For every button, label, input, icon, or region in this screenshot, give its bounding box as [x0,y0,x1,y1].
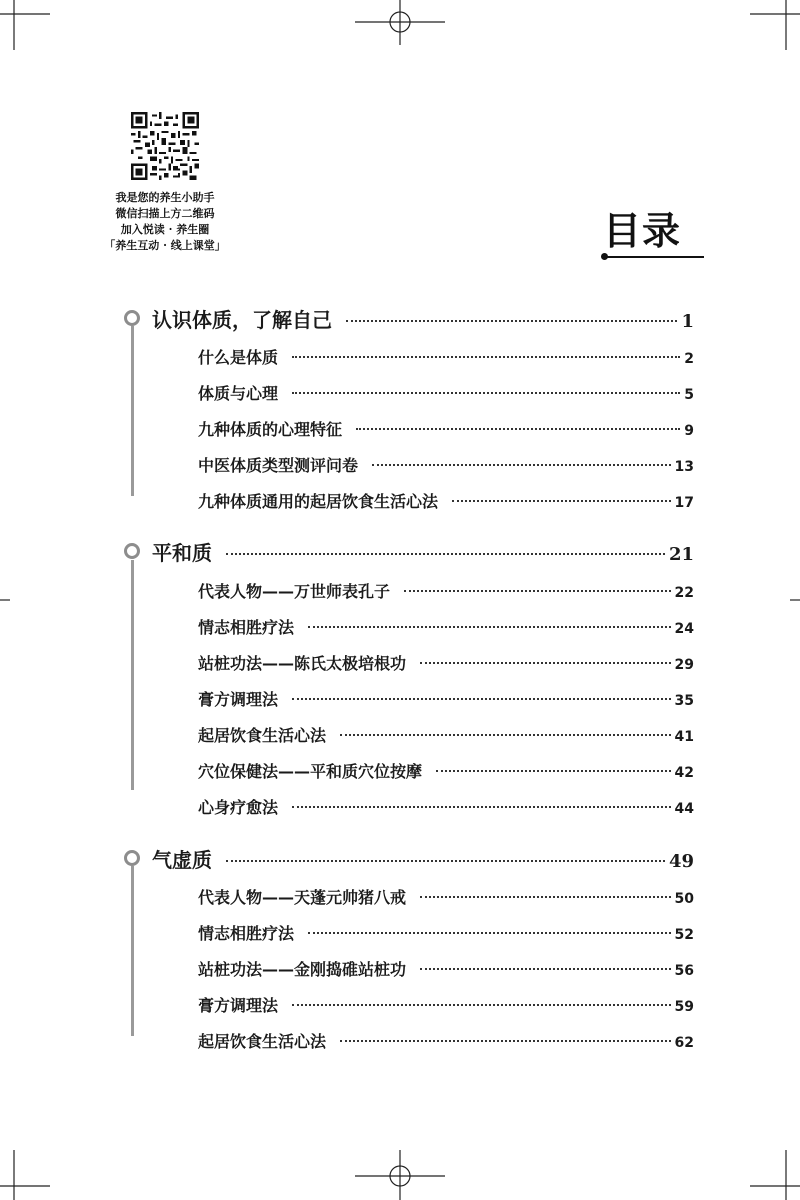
section-title: 体质与心理 [198,384,279,403]
dot-leader [420,968,671,970]
qr-code-icon[interactable] [131,112,199,180]
page-number: 56 [674,963,694,979]
toc-section-row[interactable] [198,885,694,909]
section-title: 什么是体质 [198,348,279,367]
dot-leader [292,392,680,394]
toc-section-row[interactable] [198,381,694,405]
section-title: 穴位保健法——平和质穴位按摩 [198,762,423,781]
dot-leader [340,1040,671,1042]
toc-section-row[interactable] [198,795,694,819]
toc-section-row[interactable] [198,723,694,747]
dot-leader [436,770,671,772]
dot-leader [372,464,671,466]
section-title: 膏方调理法 [198,996,279,1015]
section-title: 膏方调理法 [198,690,279,709]
page-number: 24 [674,621,694,637]
section-title: 站桩功法——陈氏太极培根功 [198,654,407,673]
qr-caption-line: 我是您的养生小助手 [115,191,215,204]
page-number: 62 [674,1035,694,1051]
dot-leader [226,553,665,555]
toc-section-row[interactable] [198,1029,694,1053]
dot-leader [340,734,671,736]
dot-leader [452,500,671,502]
toc-section-row[interactable] [198,615,694,639]
toc-title-dot [601,253,608,260]
dot-leader [356,428,680,430]
dot-leader [292,698,671,700]
toc-section-row[interactable] [198,957,694,981]
dot-leader [420,662,671,664]
toc-chapter-row[interactable] [152,304,694,332]
toc-section-row[interactable] [198,651,694,675]
page-number: 41 [674,729,694,745]
section-title: 代表人物——万世师表孔子 [198,582,391,601]
toc-chapter-row[interactable] [152,537,694,565]
chapter-title: 认识体质，了解自己 [152,308,332,332]
dot-leader [292,806,671,808]
section-title: 起居饮食生活心法 [198,1032,327,1051]
chapter-bullet-icon [124,543,140,559]
dot-leader [404,590,671,592]
chapter-bullet-icon [124,850,140,866]
section-title: 九种体质的心理特征 [198,420,343,439]
toc-title-underline [606,256,704,258]
chapter-title: 平和质 [152,541,212,565]
toc-section-row[interactable] [198,993,694,1017]
toc-section-row[interactable] [198,759,694,783]
section-title: 中医体质类型测评问卷 [198,456,359,475]
page-number: 1 [681,311,694,332]
page-number: 42 [674,765,694,781]
dot-leader [308,626,671,628]
page-number: 21 [668,544,694,565]
dot-leader [226,860,665,862]
page-number: 29 [674,657,694,673]
toc-section-row[interactable] [198,687,694,711]
chapter-timeline-line [131,866,134,1036]
chapter-title: 气虚质 [152,848,212,872]
qr-caption-line: 「养生互动 · 线上课堂」 [104,239,226,252]
section-title: 情志相胜疗法 [198,924,295,943]
toc-section-row[interactable] [198,921,694,945]
toc-title: 目录 [603,208,682,253]
qr-block [80,112,250,254]
dot-leader [346,320,677,322]
dot-leader [292,1004,671,1006]
page-number: 5 [684,387,694,403]
page-number: 44 [674,801,694,817]
toc-section-row[interactable] [198,417,694,441]
page-number: 22 [674,585,694,601]
section-title: 站桩功法——金刚捣碓站桩功 [198,960,407,979]
qr-caption-line: 微信扫描上方二维码 [115,207,215,220]
section-title: 起居饮食生活心法 [198,726,327,745]
dot-leader [292,356,680,358]
toc-section-row[interactable] [198,489,694,513]
page-number: 17 [674,495,694,511]
section-title: 代表人物——天蓬元帅猪八戒 [198,888,407,907]
page-number: 50 [674,891,694,907]
page-number: 13 [674,459,694,475]
chapter-bullet-icon [124,310,140,326]
toc-section-row[interactable] [198,579,694,603]
page-number: 52 [674,927,694,943]
chapter-timeline-line [131,326,134,496]
page-number: 59 [674,999,694,1015]
chapter-timeline-line [131,560,134,790]
section-title: 情志相胜疗法 [198,618,295,637]
section-title: 九种体质通用的起居饮食生活心法 [198,492,439,511]
page-number: 35 [674,693,694,709]
toc-section-row[interactable] [198,453,694,477]
qr-caption-line: 加入悦读 · 养生圈 [120,223,210,236]
toc-section-row[interactable] [198,345,694,369]
page-number: 2 [684,351,694,367]
section-title: 心身疗愈法 [198,798,279,817]
page-number: 9 [684,423,694,439]
dot-leader [308,932,671,934]
toc-chapter-row[interactable] [152,844,694,872]
dot-leader [420,896,671,898]
page-number: 49 [668,851,694,872]
